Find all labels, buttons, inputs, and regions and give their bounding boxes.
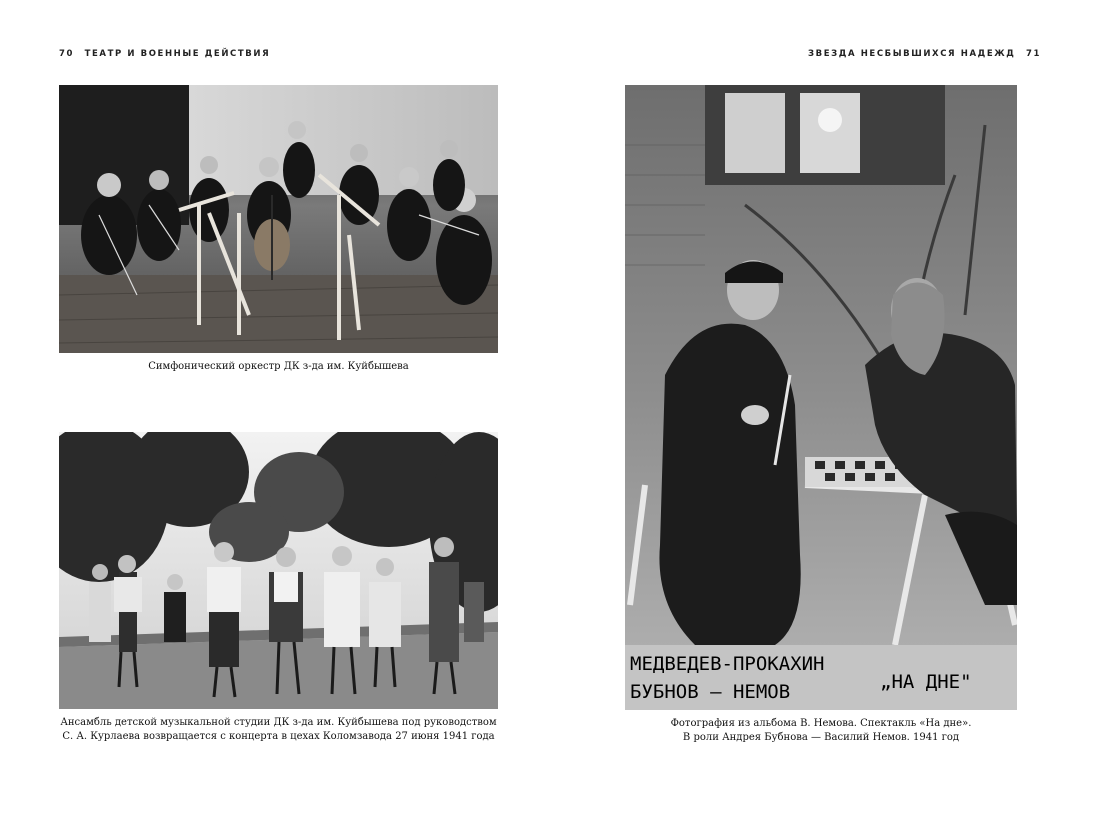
right-page	[550, 0, 1100, 825]
ensemble-photo-image	[59, 432, 498, 709]
ensemble-caption-line2: С. А. Курлаева возвращается с концерта в цехах Коломзавода 27 июня 1941 года	[62, 731, 495, 742]
orchestra-photo-image	[59, 85, 498, 353]
handwriting-title: „НА ДНЕ"	[880, 671, 972, 693]
ensemble-caption-line1: Ансамбль детской музыкальной студии ДК з-да им. Куйбышева под руководством	[60, 717, 497, 728]
theatre-photo	[625, 85, 1017, 710]
theatre-caption	[610, 717, 1032, 745]
left-running-head	[59, 49, 270, 59]
left-page-number: 70	[59, 49, 75, 59]
right-running-title: ЗВЕЗДА НЕСБЫВШИХСЯ НАДЕЖД	[808, 49, 1016, 59]
orchestra-caption	[59, 360, 498, 374]
right-page-number: 71	[1025, 49, 1041, 59]
handwriting-line2: БУБНОВ – НЕМОВ	[630, 681, 791, 703]
left-running-title: ТЕАТР И ВОЕННЫЕ ДЕЙСТВИЯ	[84, 49, 271, 59]
theatre-photo-image	[625, 85, 1017, 710]
orchestra-caption-text: Симфонический оркестр ДК з-да им. Куйбышева	[148, 361, 409, 372]
right-running-head	[808, 49, 1041, 59]
orchestra-photo	[59, 85, 498, 353]
ensemble-caption	[40, 716, 517, 744]
theatre-caption-line1: Фотография из альбома В. Немова. Спектакль «На дне».	[670, 718, 972, 729]
ensemble-photo	[59, 432, 498, 709]
theatre-caption-line2: В роли Андрея Бубнова — Василий Немов. 1941 год	[682, 732, 960, 743]
handwriting-line1: МЕДВЕДЕВ-ПРОКАХИН	[630, 653, 825, 675]
